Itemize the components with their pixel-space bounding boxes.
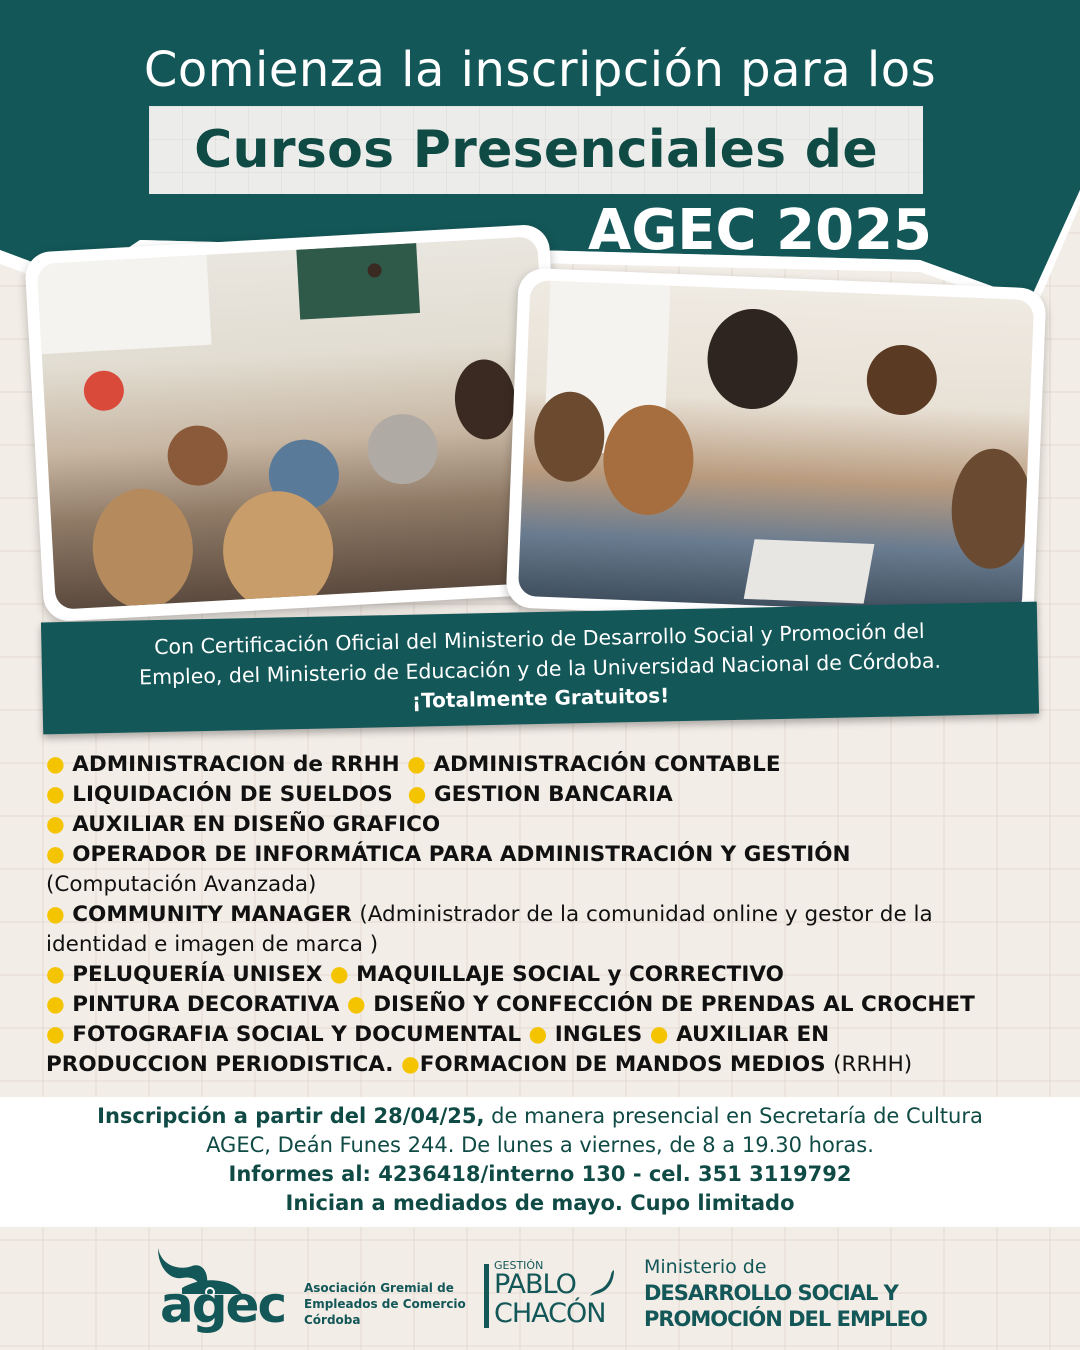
student-figure bbox=[949, 447, 1034, 570]
bullet-icon: ● bbox=[346, 992, 366, 1017]
course-item: OPERADOR DE INFORMÁTICA PARA ADMINISTRACIÓN Y GESTIÓN bbox=[72, 842, 851, 867]
gestion-name-line: PABLO bbox=[494, 1269, 576, 1300]
bullet-icon: ● bbox=[46, 962, 65, 987]
courses-list bbox=[46, 750, 1046, 1080]
course-item: PINTURA DECORATIVA bbox=[72, 992, 340, 1017]
courses-row bbox=[46, 750, 1046, 780]
student-figure bbox=[706, 307, 800, 411]
bullet-icon: ● bbox=[46, 1022, 65, 1047]
course-item: PRODUCCION PERIODISTICA. bbox=[46, 1052, 394, 1077]
student-figure bbox=[366, 412, 440, 486]
chalkboard bbox=[296, 243, 420, 320]
start-date-note: Inician a mediados de mayo. Cupo limitado bbox=[285, 1191, 795, 1215]
agec-desc-line: Córdoba bbox=[304, 1313, 361, 1327]
certification-banner bbox=[41, 602, 1039, 735]
courses-row bbox=[46, 810, 1046, 840]
courses-row bbox=[46, 960, 1046, 990]
course-item: INGLES bbox=[554, 1022, 643, 1047]
classroom-scene bbox=[37, 236, 557, 609]
student-figure bbox=[220, 488, 337, 609]
students-scene bbox=[518, 280, 1034, 616]
courses-row bbox=[46, 1020, 1046, 1050]
agec-desc-line: Empleados de Comercio bbox=[304, 1297, 466, 1311]
contact-phone: Informes al: 4236418/interno 130 - cel. 351 3119792 bbox=[228, 1162, 852, 1186]
course-item: GESTION BANCARIA bbox=[433, 782, 673, 807]
student-figure bbox=[90, 486, 197, 610]
student-figure bbox=[83, 370, 125, 412]
bullet-icon: ● bbox=[329, 962, 349, 987]
ministerio-label: Ministerio de bbox=[644, 1256, 767, 1278]
registration-info bbox=[0, 1097, 1080, 1227]
agec-desc-line: Asociación Gremial de bbox=[304, 1281, 454, 1295]
certification-line-2: Empleo, del Ministerio de Educación y de la Universidad Nacional de Córdoba. bbox=[138, 648, 942, 690]
student-figure bbox=[166, 424, 229, 487]
course-note: (RRHH) bbox=[833, 1052, 913, 1077]
course-note: (Computación Avanzada) bbox=[46, 872, 317, 897]
bullet-icon: ● bbox=[46, 782, 65, 807]
registration-location: de manera presencial en Secretaría de Cultura bbox=[484, 1104, 983, 1128]
gestion-bar bbox=[484, 1264, 489, 1328]
course-item: LIQUIDACIÓN DE SUELDOS bbox=[72, 782, 393, 807]
classroom-lecture-photo bbox=[24, 224, 569, 623]
courses-row bbox=[46, 780, 1046, 810]
gestion-label: GESTIÓN bbox=[494, 1259, 544, 1272]
course-note: (Administrador de la comunidad online y gestor de la bbox=[359, 902, 933, 927]
course-item: AUXILIAR EN DISEÑO GRAFICO bbox=[72, 812, 441, 837]
footer-logos bbox=[0, 1230, 1080, 1350]
courses-row bbox=[46, 990, 1046, 1020]
bullet-icon: ● bbox=[46, 812, 65, 837]
laptop bbox=[744, 539, 875, 603]
agec-wordmark: agec bbox=[160, 1276, 286, 1334]
registration-date: Inscripción a partir del 28/04/25, bbox=[97, 1104, 485, 1128]
free-label: ¡Totalmente Gratuitos! bbox=[411, 683, 670, 713]
window bbox=[37, 255, 212, 354]
bullet-icon: ● bbox=[46, 752, 65, 777]
student-figure bbox=[865, 344, 938, 417]
bullet-icon: ● bbox=[46, 842, 65, 867]
students-laptop-photo bbox=[505, 268, 1046, 629]
gestion-leaf-icon bbox=[588, 1270, 616, 1298]
ministerio-name-line: PROMOCIÓN DEL EMPLEO bbox=[644, 1307, 927, 1331]
courses-row bbox=[46, 840, 1046, 870]
course-item: FOTOGRAFIA SOCIAL Y DOCUMENTAL bbox=[72, 1022, 522, 1047]
course-item: ADMINISTRACION de RRHH bbox=[72, 752, 400, 777]
bullet-icon: ● bbox=[407, 752, 426, 777]
course-item: ADMINISTRACIÓN CONTABLE bbox=[433, 752, 781, 777]
title-main: Cursos Presenciales de bbox=[194, 120, 878, 180]
course-item: PELUQUERÍA UNISEX bbox=[72, 962, 323, 987]
course-item: COMMUNITY MANAGER bbox=[72, 902, 352, 927]
courses-row bbox=[46, 900, 1046, 930]
course-note: identidad e imagen de marca ) bbox=[46, 932, 379, 957]
bullet-icon: ● bbox=[528, 1022, 548, 1047]
ministerio-name bbox=[644, 1280, 927, 1332]
bullet-icon: ● bbox=[46, 992, 65, 1017]
course-item: AUXILIAR EN bbox=[676, 1022, 830, 1047]
course-item: FORMACION DE MANDOS MEDIOS bbox=[419, 1052, 826, 1077]
bullet-icon: ● bbox=[400, 1052, 420, 1077]
course-item: MAQUILLAJE SOCIAL y CORRECTIVO bbox=[356, 962, 784, 987]
certification-line-1: Con Certificación Oficial del Ministerio de Desarrollo Social y Promoción del bbox=[153, 618, 925, 660]
student-figure bbox=[453, 358, 517, 441]
registration-line-1 bbox=[0, 1102, 1080, 1131]
title-agec-year: AGEC 2025 bbox=[587, 198, 932, 263]
gestion-name-line: CHACÓN bbox=[494, 1298, 606, 1329]
registration-address: AGEC, Deán Funes 244. De lunes a viernes, de 8 a 19.30 horas. bbox=[206, 1133, 874, 1157]
courses-row bbox=[46, 1050, 1046, 1080]
bullet-icon: ● bbox=[407, 782, 427, 807]
title-intro: Comienza la inscripción para los bbox=[143, 42, 937, 98]
agec-description bbox=[304, 1280, 466, 1328]
title-highlight-band bbox=[149, 106, 923, 194]
course-item: DISEÑO Y CONFECCIÓN DE PRENDAS AL CROCHET bbox=[373, 992, 975, 1017]
bullet-icon: ● bbox=[649, 1022, 669, 1047]
ministerio-name-line: DESARROLLO SOCIAL Y bbox=[644, 1281, 898, 1305]
bullet-icon: ● bbox=[46, 902, 65, 927]
